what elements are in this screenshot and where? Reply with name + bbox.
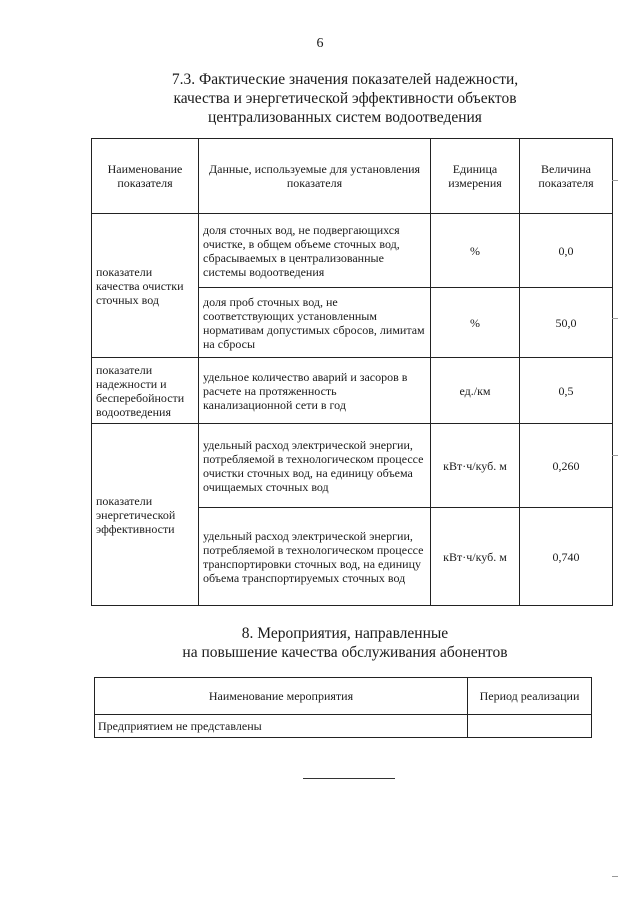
row-unit: ед./км	[431, 358, 520, 424]
section-7-3-title-line: 7.3. Фактические значения показателей надежности,	[171, 71, 519, 88]
group-name-energy: показатели энергетической эффективности	[92, 424, 199, 606]
section-7-3-title-line: централизованных систем водоотведения	[208, 109, 482, 126]
indicators-table	[91, 138, 613, 606]
header-unit: Единица измерения	[431, 139, 520, 214]
margin-mark	[612, 318, 618, 319]
group-name-quality: показатели качества очистки сточных вод	[92, 214, 199, 358]
header-indicator-data: Данные, используемые для установления показателя	[199, 139, 431, 214]
section-8-title-line: 8. Мероприятия, направленные	[241, 625, 449, 642]
row-value: 0,5	[520, 358, 613, 424]
margin-mark	[612, 180, 618, 181]
header-indicator-name: Наименование показателя	[92, 139, 199, 214]
section-7-3-title-line: качества и энергетической эффективности объектов	[173, 90, 517, 107]
indicators-header-row	[92, 139, 613, 214]
row-unit: %	[431, 214, 520, 288]
margin-mark	[612, 455, 618, 456]
section-7-3-title	[140, 70, 550, 127]
table-row	[92, 358, 613, 424]
end-divider	[303, 778, 395, 779]
group-name-reliability: показатели надежности и бесперебойности водоотведения	[92, 358, 199, 424]
row-unit: кВт·ч/куб. м	[431, 424, 520, 508]
event-period-cell	[468, 715, 592, 738]
header-value: Величина показателя	[520, 139, 613, 214]
row-data: удельное количество аварий и засоров в расчете на протяженность канализационной сети в год	[199, 358, 431, 424]
row-value: 0,740	[520, 508, 613, 606]
table-row	[92, 424, 613, 508]
page-number: 6	[316, 36, 324, 51]
header-event-name: Наименование мероприятия	[95, 678, 468, 715]
row-data: удельный расход электрической энергии, потребляемой в технологическом процессе очистки сточных вод, на единицу объема очищаемых сточных вод	[199, 424, 431, 508]
row-data: доля сточных вод, не подвергающихся очистке, в общем объеме сточных вод, сбрасываемых в централизованные системы водоотведения	[199, 214, 431, 288]
section-8-title	[140, 624, 550, 662]
row-data: удельный расход электрической энергии, потребляемой в технологическом процессе транспортировки сточных вод, на единицу объема транспортируемых сточных вод	[199, 508, 431, 606]
row-data: доля проб сточных вод, не соответствующих установленным нормативам допустимых сбросов, лимитам на сбросы	[199, 288, 431, 358]
row-value: 0,0	[520, 214, 613, 288]
margin-mark	[612, 876, 618, 877]
table-row	[92, 214, 613, 288]
table-row	[95, 715, 592, 738]
header-period: Период реализации	[468, 678, 592, 715]
events-header-row	[95, 678, 592, 715]
events-table	[94, 677, 592, 738]
row-unit: кВт·ч/куб. м	[431, 508, 520, 606]
row-value: 50,0	[520, 288, 613, 358]
row-unit: %	[431, 288, 520, 358]
event-name-cell: Предприятием не представлены	[95, 715, 468, 738]
row-value: 0,260	[520, 424, 613, 508]
section-8-title-line: на повышение качества обслуживания абонентов	[182, 644, 508, 661]
